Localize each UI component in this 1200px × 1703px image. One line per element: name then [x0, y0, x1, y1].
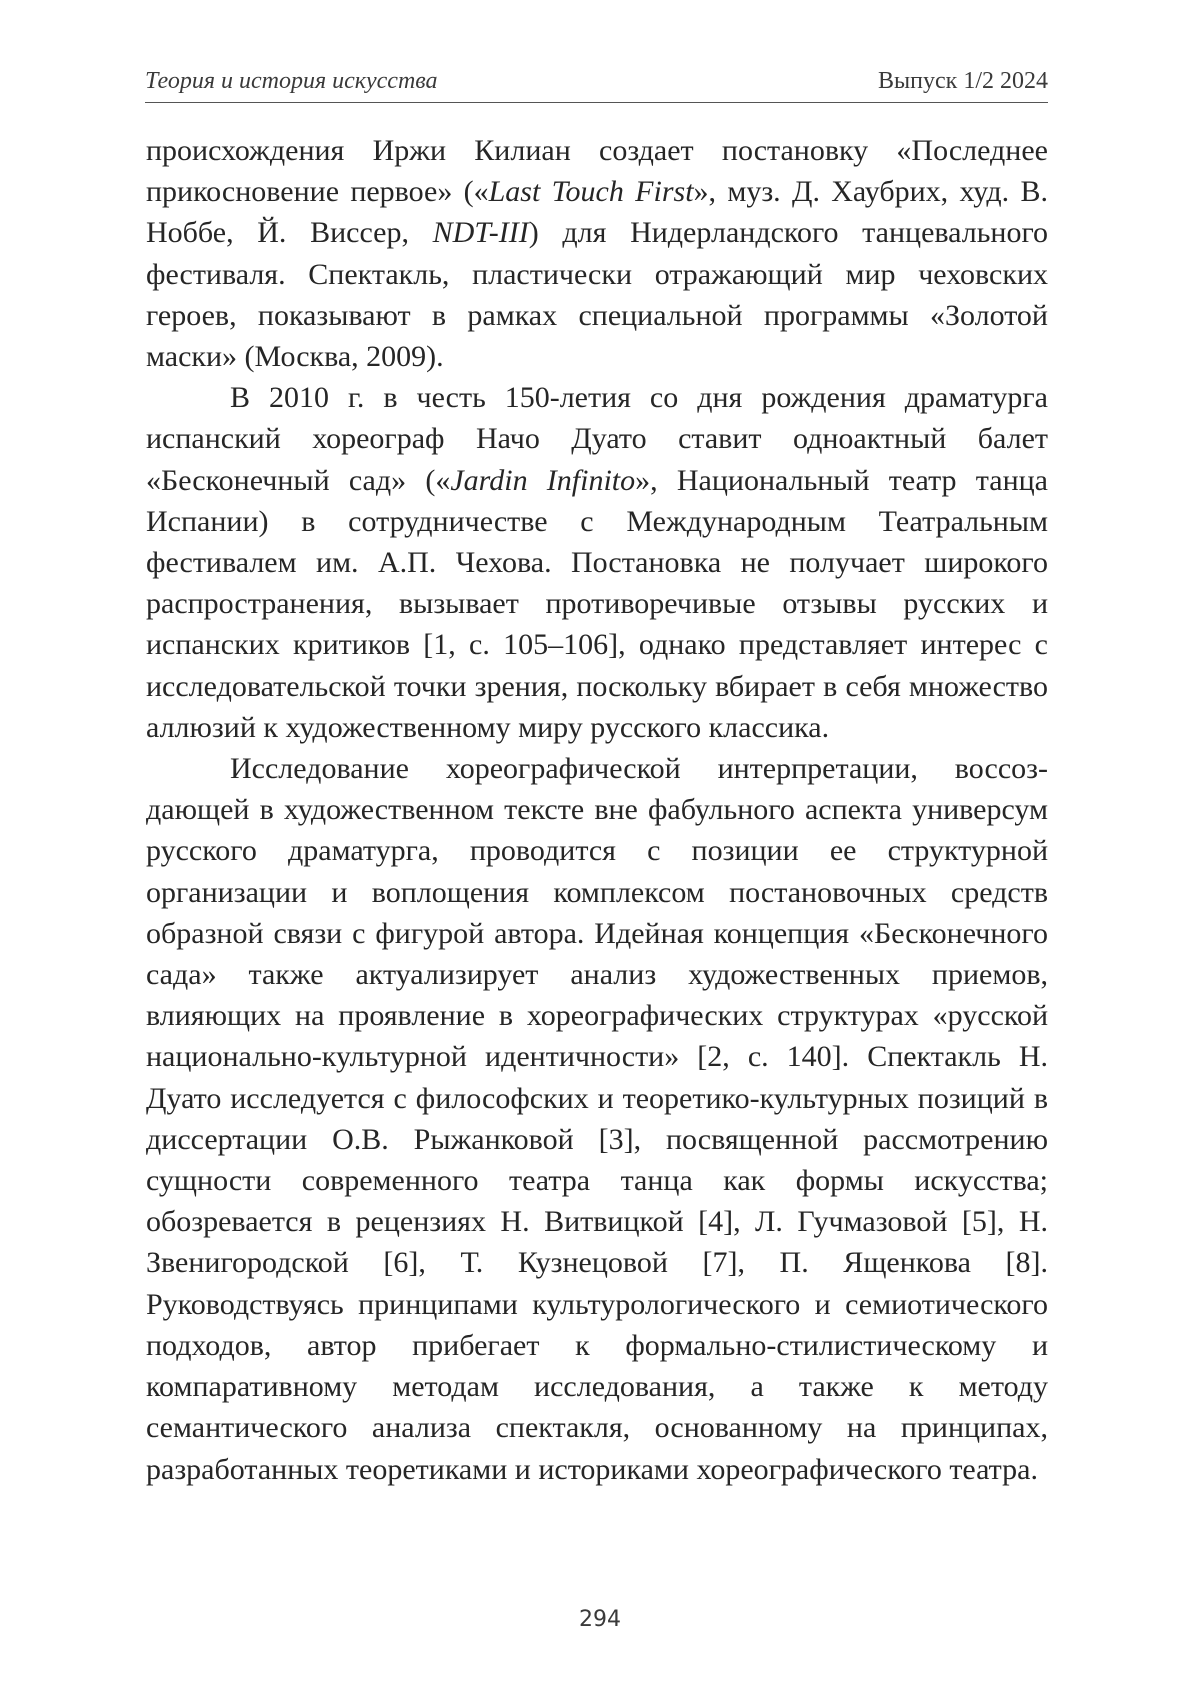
text-run: В 2010 г. в честь 150-летия со дня рождения драматур­га испанский хореограф Начо Дуато ставит одноактный балет «Бесконечный сад» («	[146, 381, 1048, 496]
text-run-italic: Last Touch First	[489, 175, 694, 208]
journal-title: Теория и история искусства	[145, 68, 438, 95]
article-body	[146, 130, 1048, 1490]
page-number: 294	[0, 1607, 1200, 1632]
text-run: происхождения Иржи Килиан создает постановку «Последнее прикосновение первое» («	[146, 134, 1048, 208]
paragraph-1	[146, 130, 1048, 377]
running-header	[145, 66, 1048, 103]
text-run-italic: Jardin Infinito	[450, 464, 635, 497]
text-run-italic: NDT-III	[433, 216, 529, 249]
text-run: », муз. Д. Хаубрих, худ. В. Ноббе, Й. Виссер,	[146, 175, 1048, 249]
issue-label: Выпуск 1/2 2024	[878, 68, 1048, 95]
paragraph-2	[146, 377, 1048, 748]
text-run: », Национальный театр танца Испании) в сотрудничестве с Международным Теа­тральным фестивалем им. А.П. Чехова. Постановка не полу­чает широкого распространения, вызывает противоречивые отзывы русских и испанских критиков [1, с. 105–106], однако представляет интерес с исследовательской точки зрения, по­скольку вбирает в себя множество аллюзий к художественно­му миру русского классика.	[146, 464, 1048, 744]
text-run: Исследование хореографической интерпретации, воссоз­дающей в художественном тексте вне фабульного аспекта уни­версум русского драматурга, проводится с позиции ее струк­турной организации и воплощения комплексом постановочных средств образной связи с фигурой автора. Идейная концепция «Бесконечного сада» также актуализирует анализ художествен­ных приемов, влияющих на проявление в хореографических структурах «русской национально-культурной идентичности» [2, с. 140]. Спектакль Н. Дуато исследуется с философских и теоретико-культурных позиций в диссертации О.В. Рыжанко­вой [3], посвященной рассмотрению сущности современного театра танца как формы искусства; обозревается в рецензиях Н. Витвицкой [4], Л. Гучмазовой [5], Н. Звенигородской [6], Т. Кузнецовой [7], П. Ященкова [8]. Руководствуясь принци­пами культурологического и семиотического подходов, автор прибегает к формально-стилистическому и компаративному методам исследования, а также к методу семантического ана­лиза спектакля, основанному на принципах, разработанных те­оретиками и историками хореографического театра.	[146, 752, 1048, 1485]
text-run: ) для Нидерландского тан­цевального фестиваля. Спектакль, пластически отражающий мир чеховских героев, показывают в рамках специальной программы «Золотой маски» (Москва, 2009).	[146, 216, 1048, 373]
paragraph-3	[146, 748, 1048, 1490]
